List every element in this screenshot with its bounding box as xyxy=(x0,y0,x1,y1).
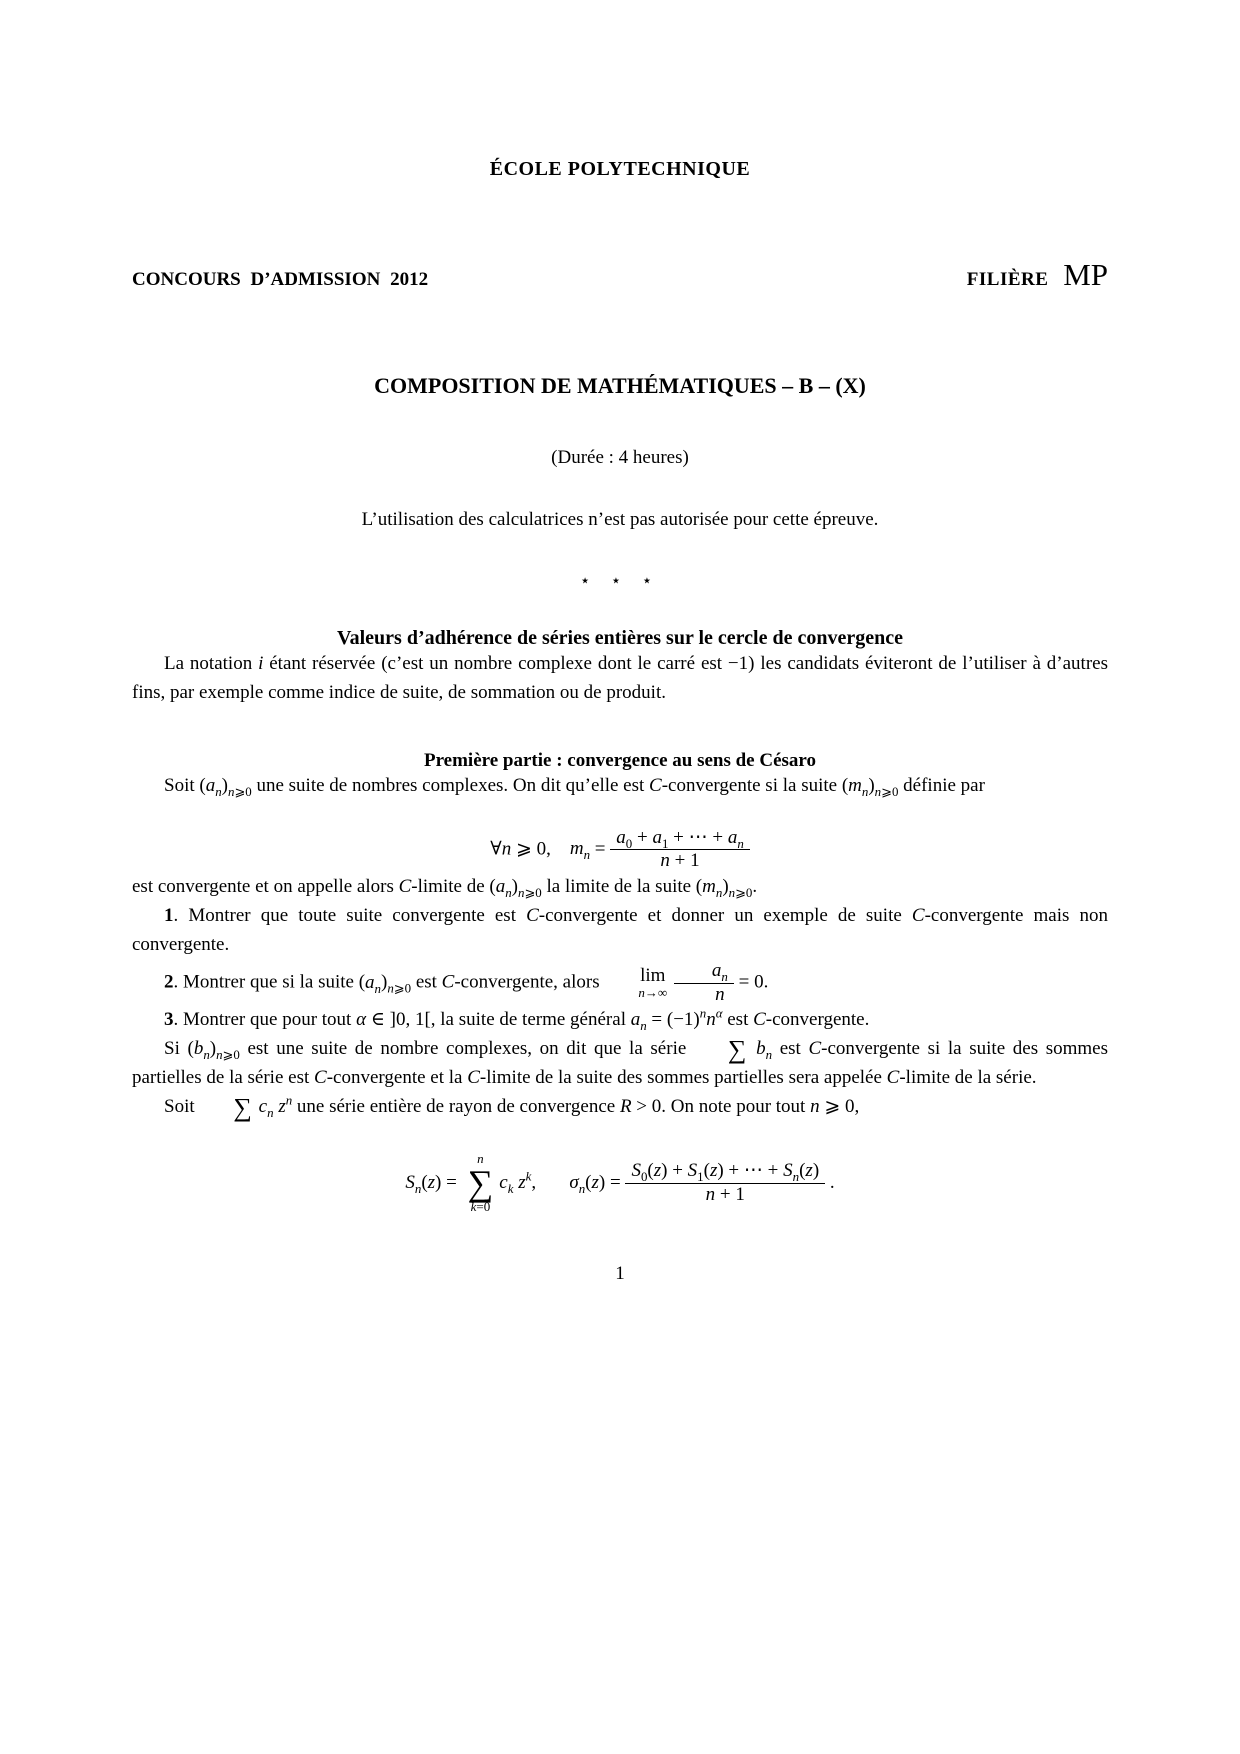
question-3: 3. Montrer que pour tout α ∈ ]0, 1[, la suite de terme général $a_n = (-1)^nn^\alpha$ est C-convergente. xyxy=(164,1006,870,1034)
filiere xyxy=(967,257,1108,293)
school-title: ÉCOLE POLYTECHNIQUE xyxy=(489,158,751,180)
question-2: 2. Montrer que si la suite $(a_n)_{n⩾0}$ est C-convergente, alors lim n→∞ $\frac{a_n}{n}$ = 0. xyxy=(164,959,769,1005)
subject-title: Valeurs d’adhérence de séries entières sur le cercle de convergence xyxy=(337,627,903,649)
equation-sn-sigma: $S_n(z)$ = n ∑ k=0 $c_k$ $z^k$, $\sigma_n(z)$ = $\frac{S_0(z) + S_1(z) + \cdots + S_n(z)}{n + 1}$ . xyxy=(405,1150,835,1215)
header-row xyxy=(132,257,1108,293)
paragraph-serie-entiere: Soit ∑ $c_n$ $z^n$ une série entière de rayon de convergence R > 0. On note pour tout n ⩾ 0, xyxy=(164,1092,860,1123)
part1-heading: Première partie : convergence au sens de Césaro xyxy=(423,749,817,771)
page-number: 1 xyxy=(615,1262,625,1284)
calculator-notice: L’utilisation des calculatrices n’est pas autorisée pour cette épreuve. xyxy=(361,509,879,530)
filiere-label: FILIÈRE xyxy=(966,269,1049,290)
stars-separator: ⋆ ⋆ ⋆ xyxy=(579,571,661,590)
concours-label: CONCOURS D’ADMISSION 2012 xyxy=(132,269,429,290)
duration-note: (Durée : 4 heures) xyxy=(551,447,689,468)
question-1: 1. Montrer que toute suite convergente est C-convergente et donner un exemple de suite C-convergente mais non convergente. xyxy=(132,905,1108,955)
paragraph-serie-c-convergente: Si $(b_n)_{n⩾0}$ est une suite de nombre complexes, on dit que la série ∑ $b_n$ est C-convergente si la suite des sommes partielles de la série est C-convergente et la C-limite de la suite des sommes partielles sera appelée C-limite de la série. xyxy=(132,1035,1109,1089)
paragraph-soit-suite: Soit $(a_n)_{n⩾0}$ une suite de nombres complexes. On dit qu’elle est C-convergente si la suite $(m_n)_{n⩾0}$ définie par xyxy=(164,774,985,799)
equation-cesaro-mean: ∀n ⩾ 0, $m_n$ = $\frac{a_0 + a_1 + \cdots + a_n}{n + 1}$ xyxy=(132,827,1108,874)
paragraph-est-convergente: est convergente et on appelle alors C-limite de $(a_n)_{n⩾0}$ la limite de la suite $(m_n)_{n⩾0}$. xyxy=(132,876,758,901)
composition-title: COMPOSITION DE MATHÉMATIQUES – B – (X) xyxy=(374,373,866,398)
filiere-value: MP xyxy=(1063,257,1108,292)
intro-paragraph: La notation i étant réservée (c’est un nombre complexe dont le carré est −1) les candidats éviteront de l’utiliser à d’autres fins, par exemple comme indice de suite, de sommation ou de produit. xyxy=(132,653,1108,703)
